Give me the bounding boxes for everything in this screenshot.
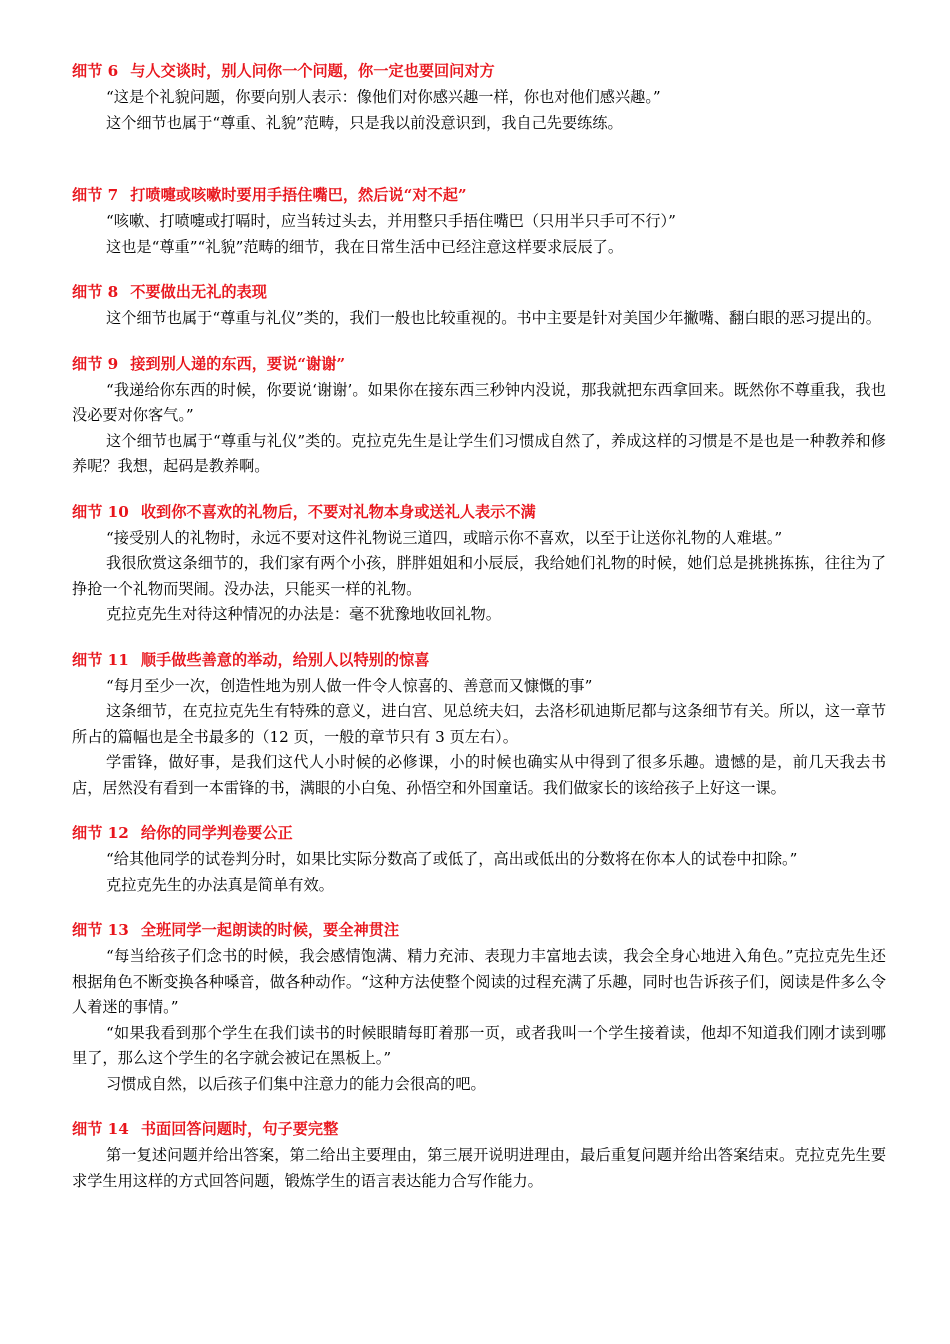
paragraph: “给其他同学的试卷判分时，如果比实际分数高了或低了，高出或低出的分数将在你本人的试卷中扣除。” bbox=[106, 850, 798, 868]
section-title: 接到别人递的东西，要说“谢谢” bbox=[130, 354, 346, 373]
section-detail-13 bbox=[72, 917, 886, 1097]
section-heading bbox=[72, 917, 886, 944]
document-page bbox=[72, 58, 886, 1194]
section-title: 书面回答问题时，句子要完整 bbox=[140, 1120, 339, 1138]
paragraph: 我很欣赏这条细节的，我们家有两个小孩，胖胖姐姐和小辰辰，我给她们礼物的时候，她们总是挑挑拣拣，往往为了挣抢一个礼物而哭闹。没办法，只能买一样的礼物。 bbox=[72, 554, 886, 598]
section-detail-8 bbox=[72, 279, 886, 332]
section-number: 细节 8 bbox=[72, 283, 119, 301]
paragraph: 第一复述问题并给出答案，第二给出主要理由，第三展开说明进理由，最后重复问题并给出答案结束。克拉克先生要求学生用这样的方式回答问题，锻炼学生的语言表达能力合写作能力。 bbox=[72, 1146, 886, 1190]
section-title: 顺手做些善意的举动，给别人以特别的惊喜 bbox=[140, 650, 430, 669]
section-number: 细节 7 bbox=[72, 186, 119, 204]
section-heading bbox=[72, 647, 886, 674]
section-title: 给你的同学判卷要公正 bbox=[140, 824, 293, 842]
section-heading bbox=[72, 58, 886, 85]
section-detail-14 bbox=[72, 1116, 886, 1194]
paragraph: “接受别人的礼物时，永远不要对这件礼物说三道四，或暗示你不喜欢，以至于让送你礼物的人难堪。” bbox=[106, 528, 783, 547]
section-title: 不要做出无礼的表现 bbox=[130, 283, 267, 301]
section-title: 全班同学一起朗读的时候，要全神贯注 bbox=[140, 921, 399, 939]
paragraph: “每月至少一次，创造性地为别人做一件令人惊喜的、善意而又慷慨的事” bbox=[106, 676, 593, 695]
section-heading bbox=[72, 1116, 886, 1143]
paragraph: “咳嗽、打喷嚏或打嗝时，应当转过头去，并用整只手捂住嘴巴（只用半只手可不行）” bbox=[106, 212, 676, 230]
paragraph: 克拉克先生的办法真是简单有效。 bbox=[106, 875, 334, 894]
paragraph: 学雷锋，做好事，是我们这代人小时候的必修课，小的时候也确实从中得到了很多乐趣。遗憾的是，前几天我去书店，居然没有看到一本雷锋的书，满眼的小白兔、孙悟空和外国童话。我们做家长的该给孩子上好这一课。 bbox=[72, 753, 886, 797]
section-heading bbox=[72, 820, 886, 847]
paragraph: “我递给你东西的时候，你要说‘谢谢’。如果你在接东西三秒钟内没说，那我就把东西拿回来。既然你不尊重我，我也没必要对你客气。” bbox=[72, 380, 886, 424]
paragraph: 这条细节，在克拉克先生有特殊的意义，进白宫、见总统夫妇，去洛杉矶迪斯尼都与这条细节有关。所以，这一章节所占的篇幅也是全书最多的（12 页，一般的章节只有 3 页左右）。 bbox=[72, 702, 886, 746]
paragraph: 克拉克先生对待这种情况的办法是：毫不犹豫地收回礼物。 bbox=[106, 605, 501, 623]
section-number: 细节 9 bbox=[72, 354, 119, 373]
paragraph: 这个细节也属于“尊重、礼貌”范畴，只是我以前没意识到，我自己先要练练。 bbox=[106, 113, 623, 132]
paragraph: “如果我看到那个学生在我们读书的时候眼睛每盯着那一页，或者我叫一个学生接着读，他却不知道我们刚才读到哪里了，那么这个学生的名字就会被记在黑板上。” bbox=[72, 1023, 886, 1067]
section-detail-10 bbox=[72, 499, 886, 628]
section-number: 细节 13 bbox=[72, 921, 129, 939]
section-detail-6 bbox=[72, 58, 886, 136]
paragraph: 这个细节也属于“尊重与礼仪”类的。克拉克先生是让学生们习惯成自然了，养成这样的习惯是不是也是一种教养和修养呢？我想，起码是教养啊。 bbox=[72, 431, 886, 475]
section-number: 细节 11 bbox=[72, 650, 129, 669]
section-title: 与人交谈时，别人问你一个问题，你一定也要回问对方 bbox=[130, 62, 495, 80]
section-number: 细节 12 bbox=[72, 824, 129, 842]
section-detail-7 bbox=[72, 182, 886, 260]
section-number: 细节 14 bbox=[72, 1120, 129, 1138]
section-detail-11 bbox=[72, 647, 886, 802]
section-number: 细节 10 bbox=[72, 502, 129, 521]
section-title: 打喷嚏或咳嗽时要用手捂住嘴巴，然后说“对不起” bbox=[130, 186, 467, 204]
section-number: 细节 6 bbox=[72, 62, 119, 80]
paragraph: “这是个礼貌问题，你要向别人表示：像他们对你感兴趣一样，你也对他们感兴趣。” bbox=[106, 88, 661, 106]
paragraph: 这个细节也属于“尊重与礼仪”类的，我们一般也比较重视的。书中主要是针对美国少年撇嘴、翻白眼的恶习提出的。 bbox=[106, 309, 881, 327]
paragraph: “每当给孩子们念书的时候，我会感情饱满、精力充沛、表现力丰富地去读，我会全身心地进入角色。”克拉克先生还根据角色不断变换各种嗓音，做各种动作。“这种方法使整个阅读的过程充满了乐趣，同时也告诉孩子们，阅读是件多么令人着迷的事情。” bbox=[72, 947, 886, 1016]
section-heading bbox=[72, 351, 886, 378]
section-heading bbox=[72, 499, 886, 526]
paragraph: 习惯成自然，以后孩子们集中注意力的能力会很高的吧。 bbox=[106, 1074, 486, 1093]
section-heading bbox=[72, 182, 886, 209]
paragraph: 这也是“尊重”“礼貌”范畴的细节，我在日常生活中已经注意这样要求辰辰了。 bbox=[106, 237, 624, 256]
section-detail-12 bbox=[72, 820, 886, 898]
section-heading bbox=[72, 279, 886, 306]
section-title: 收到你不喜欢的礼物后，不要对礼物本身或送礼人表示不满 bbox=[140, 502, 536, 521]
section-detail-9 bbox=[72, 351, 886, 480]
